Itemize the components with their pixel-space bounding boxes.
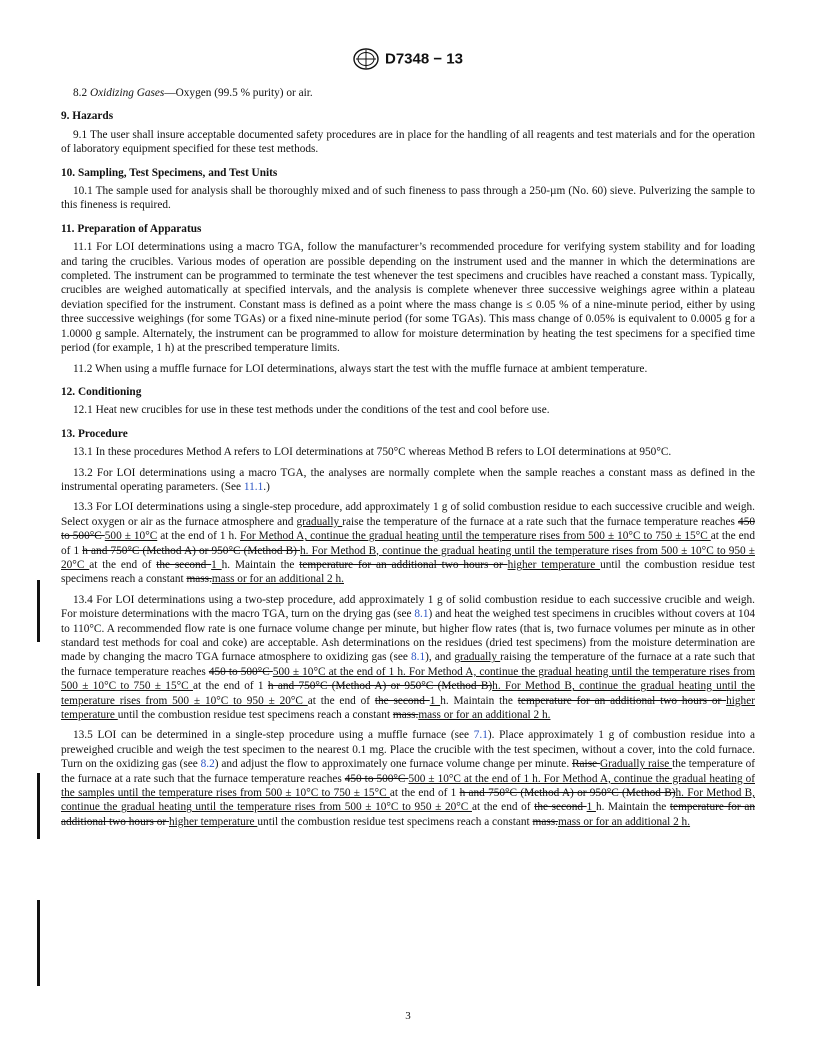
term-oxidizing-gases: Oxidizing Gases (89, 87, 165, 99)
inserted-text: gradually (296, 515, 343, 528)
inserted-text: mass or for an additional 2 h. (418, 709, 551, 722)
deleted-text: mass. (532, 815, 558, 828)
section-heading-13: 13. Procedure (61, 427, 128, 440)
paragraph-13-2: 13.2 For LOI determinations using a macro TGA, the analyses are normally complete when the sample reaches a constant mass as defined in the instrumental operating parameters. (See 11.1.) (61, 466, 755, 493)
inserted-text: 500 ± 10°C at the end of 1 h. For Method A, continue the gradual heating until the temperature rises from 500 ± 10°C to 750 ± 15°C (61, 665, 756, 693)
deleted-text: Raise (572, 758, 600, 771)
deleted-text: h and 750°C (Method A) or 950°C (Method B) (267, 680, 493, 693)
paragraph-9-1: 9.1 The user shall insure acceptable documented safety procedures are in place for the handling of all reagents and test materials and for the operation of laboratory equipment specified for these test methods. (61, 128, 755, 156)
inserted-text: h. For Method B, continue the gradual heating until the temperature rises from 500 ± 10°C to 950 ± 20°C (61, 544, 755, 571)
cross-reference-link[interactable]: 8.1 (414, 608, 429, 621)
inserted-text: 1 (429, 694, 441, 707)
inserted-text: For Method A, continue the gradual heating until the temperature rises from 500 ± 10°C to 750 ± 15°C (239, 530, 711, 543)
deleted-text: the second (534, 801, 587, 814)
inserted-text: 1 (211, 558, 222, 571)
astm-logo-icon (353, 48, 379, 70)
paragraph-13-5: 13.5 LOI can be determined in a single-step procedure using a muffle furnace (see 7.1). Place approximately 1 g of combustion residue into a preweighed crucible and weigh the test specimen to the nearest 0.1 mg. Place the crucible with the test specimen, without a cover, into the cold furnace. Turn on the oxidizing gas (see 8.2) and adjust the flow to approximately one furnace volume change per minute. Raise Gradually raise the temperature of the furnace at a rate such that the furnace temperature reaches 450 to 500°C 500 ± 10°C at the end of 1 h. For Method A, continue the gradual heating of the samples until the temperature rises from 500 ± 10°C to 750 ± 15°C at the end of 1 h and 750°C (Method A) or 950°C (Method B)h. For Method B, continue the gradual heating until the temperature rises from 500 ± 10°C to 950 ± 20°C at the end of the second 1 h. Maintain the temperature for an additional two hours or higher temperature until the combustion residue test specimens reach a constant mass.mass or for an additional 2 h. (61, 729, 756, 828)
revision-bar (37, 900, 40, 986)
inserted-text: gradually (454, 651, 501, 664)
paragraph-10-1: 10.1 The sample used for analysis shall be thoroughly mixed and of such fineness to pass through a 250-µm (No. 60) sieve. Pulverizing the sample to this fineness is required. (61, 185, 755, 212)
cross-reference-link[interactable]: 11.1 (243, 480, 264, 493)
deleted-text: temperature for an additional two hours or (299, 558, 508, 571)
section-heading-12: 12. Conditioning (61, 385, 142, 398)
cross-reference-link[interactable]: 8.2 (200, 758, 215, 771)
paragraph-13-3: 13.3 For LOI determinations using a single-step procedure, add approximately 1 g of solid combustion residue to each successive crucible and weigh. Select oxygen or air as the furnace atmosphere and gradually raise the temperature of the furnace at a rate such that the furnace temperature reaches 450 to 500°C 500 ± 10°C at the end of 1 h. For Method A, continue the gradual heating until the temperature rises from 500 ± 10°C to 750 ± 15°C at the end of 1 h and 750°C (Method A) or 950°C (Method B) h. For Method B, continue the gradual heating until the temperature rises from 500 ± 10°C to 950 ± 20°C at the end of the second 1 h. Maintain the temperature for an additional two hours or higher temperature until the combustion residue test specimens reach a constant mass.mass or for an additional 2 h. (61, 501, 755, 586)
section-heading-11: 11. Preparation of Apparatus (61, 222, 202, 235)
section-8-2: 8.2 Oxidizing Gases—Oxygen (99.5 % purity) or air. (73, 87, 313, 99)
paragraph-13-1: 13.1 In these procedures Method A refers to LOI determinations at 750°C whereas Method B refers to LOI determinations at 950°C. (73, 446, 672, 459)
paragraph-13-4: 13.4 For LOI determinations using a two-step procedure, add approximately 1 g of solid combustion residue to each successive crucible and weigh. For moisture determinations with the macro TGA, turn on the drying gas (see 8.1) and heat the weighed test specimens in crucibles without covers at 104 to 110°C. A recommended flow rate is one furnace volume change per minute, but higher flow rates (that is, two furnace volumes per minute as in other standard test methods for coal and coke) are acceptable. Ash determinations on the residues (dried test specimens) from the moisture determination are made by changing the macro TGA furnace atmosphere to oxidizing gas (see 8.1), and gradually raising the temperature of the furnace at a rate such that the furnace temperature reaches 450 to 500°C 500 ± 10°C at the end of 1 h. For Method A, continue the gradual heating until the temperature rises from 500 ± 10°C to 750 ± 15°C at the end of 1 h and 750°C (Method A) or 950°C (Method B)h. For Method B, continue the gradual heating until the temperature rises from 500 ± 10°C to 950 ± 20°C at the end of the second 1 h. Maintain the temperature for an additional two hours or higher temperature until the combustion residue test specimens reach a constant mass.mass or for an additional 2 h. (61, 593, 756, 722)
section-heading-9: 9. Hazards (61, 110, 114, 123)
paragraph-12-1: 12.1 Heat new crucibles for use in these test methods under the conditions of the test and cool before use. (73, 404, 550, 417)
deleted-text: h and 750°C (Method A) or 950°C (Method B) (82, 544, 301, 557)
inserted-text: h. For Method B, continue the gradual heating until the temperature rises from 500 ± 10°C to 950 ± 20°C (61, 680, 756, 707)
inserted-text: higher temperature (168, 815, 258, 828)
cross-reference-link[interactable]: 8.1 (411, 651, 426, 664)
deleted-text: temperature for an additional two hours or (517, 694, 727, 707)
inserted-text: higher temperature (61, 694, 755, 722)
document-body (61, 86, 755, 829)
revision-bar (37, 580, 40, 642)
inserted-text: 1 (586, 801, 596, 814)
revision-bar (37, 773, 40, 839)
paragraph-11-1: 11.1 For LOI determinations using a macro TGA, follow the manufacturer’s recommended procedure for verifying system stability and for loading and taring the crucibles. Various modes of operation are possible depending on the instrument used and the manner in which the determinations are completed. The instrument can be programmed to terminate the test whenever the test specimens and crucibles have reached a constant mass. Typically, crucibles are weighed automatically at specified intervals, and the analysis is complete whenever three successive weighings agree within a plateau deviation specified for the instrument. Constant mass is defined as a point where the mass change is ≤ 0.05 % of a nine-minute period, either by using three successive weighings (for some TGAs) or a fixed nine-minute period (for some TGAs). This mass change of 0.05% is equivalent to 0.0005 g for a 1.0000 g sample. Alternately, the instrument can be programmed to allow for moisture determination by heating the test specimens for a specified time period (for example, 1 h) at the prescribed temperature limits. (61, 241, 755, 355)
section-heading-10: 10. Sampling, Test Specimens, and Test Units (61, 166, 278, 179)
inserted-text: 500 ± 10°C at the end of 1 h. For Method A, continue the gradual heating of the samples until the temperature rises from 500 ± 10°C to 750 ± 15°C (61, 772, 755, 800)
paragraph-11-2: 11.2 When using a muffle furnace for LOI determinations, always start the test with the muffle furnace at ambient temperature. (73, 362, 648, 375)
deleted-text: mass. (186, 573, 212, 586)
document-designation: D7348 − 13 (385, 50, 463, 68)
page-number: 3 (405, 1010, 411, 1022)
deleted-text: temperature for an additional two hours or (61, 801, 755, 828)
deleted-text: 450 to 500°C (208, 665, 273, 678)
deleted-text: 450 to 500°C (61, 515, 755, 543)
inserted-text: mass or for an additional 2 h. (557, 815, 691, 828)
deleted-text: 450 to 500°C (344, 772, 409, 785)
deleted-text: the second (374, 694, 430, 707)
inserted-text: mass or for an additional 2 h. (211, 573, 344, 586)
inserted-text: higher temperature (507, 558, 601, 571)
page-header (0, 48, 816, 70)
inserted-text: h. For Method B, continue the gradual heating until the temperature rises from 500 ± 10°C to 950 ± 20°C (61, 787, 755, 814)
deleted-text: h and 750°C (Method A) or 950°C (Method B) (459, 787, 676, 800)
deleted-text: the second (156, 558, 212, 571)
inserted-text: Gradually raise (599, 758, 673, 771)
inserted-text: 500 ± 10°C (104, 530, 158, 543)
cross-reference-link[interactable]: 7.1 (473, 729, 488, 742)
deleted-text: mass. (392, 709, 419, 722)
